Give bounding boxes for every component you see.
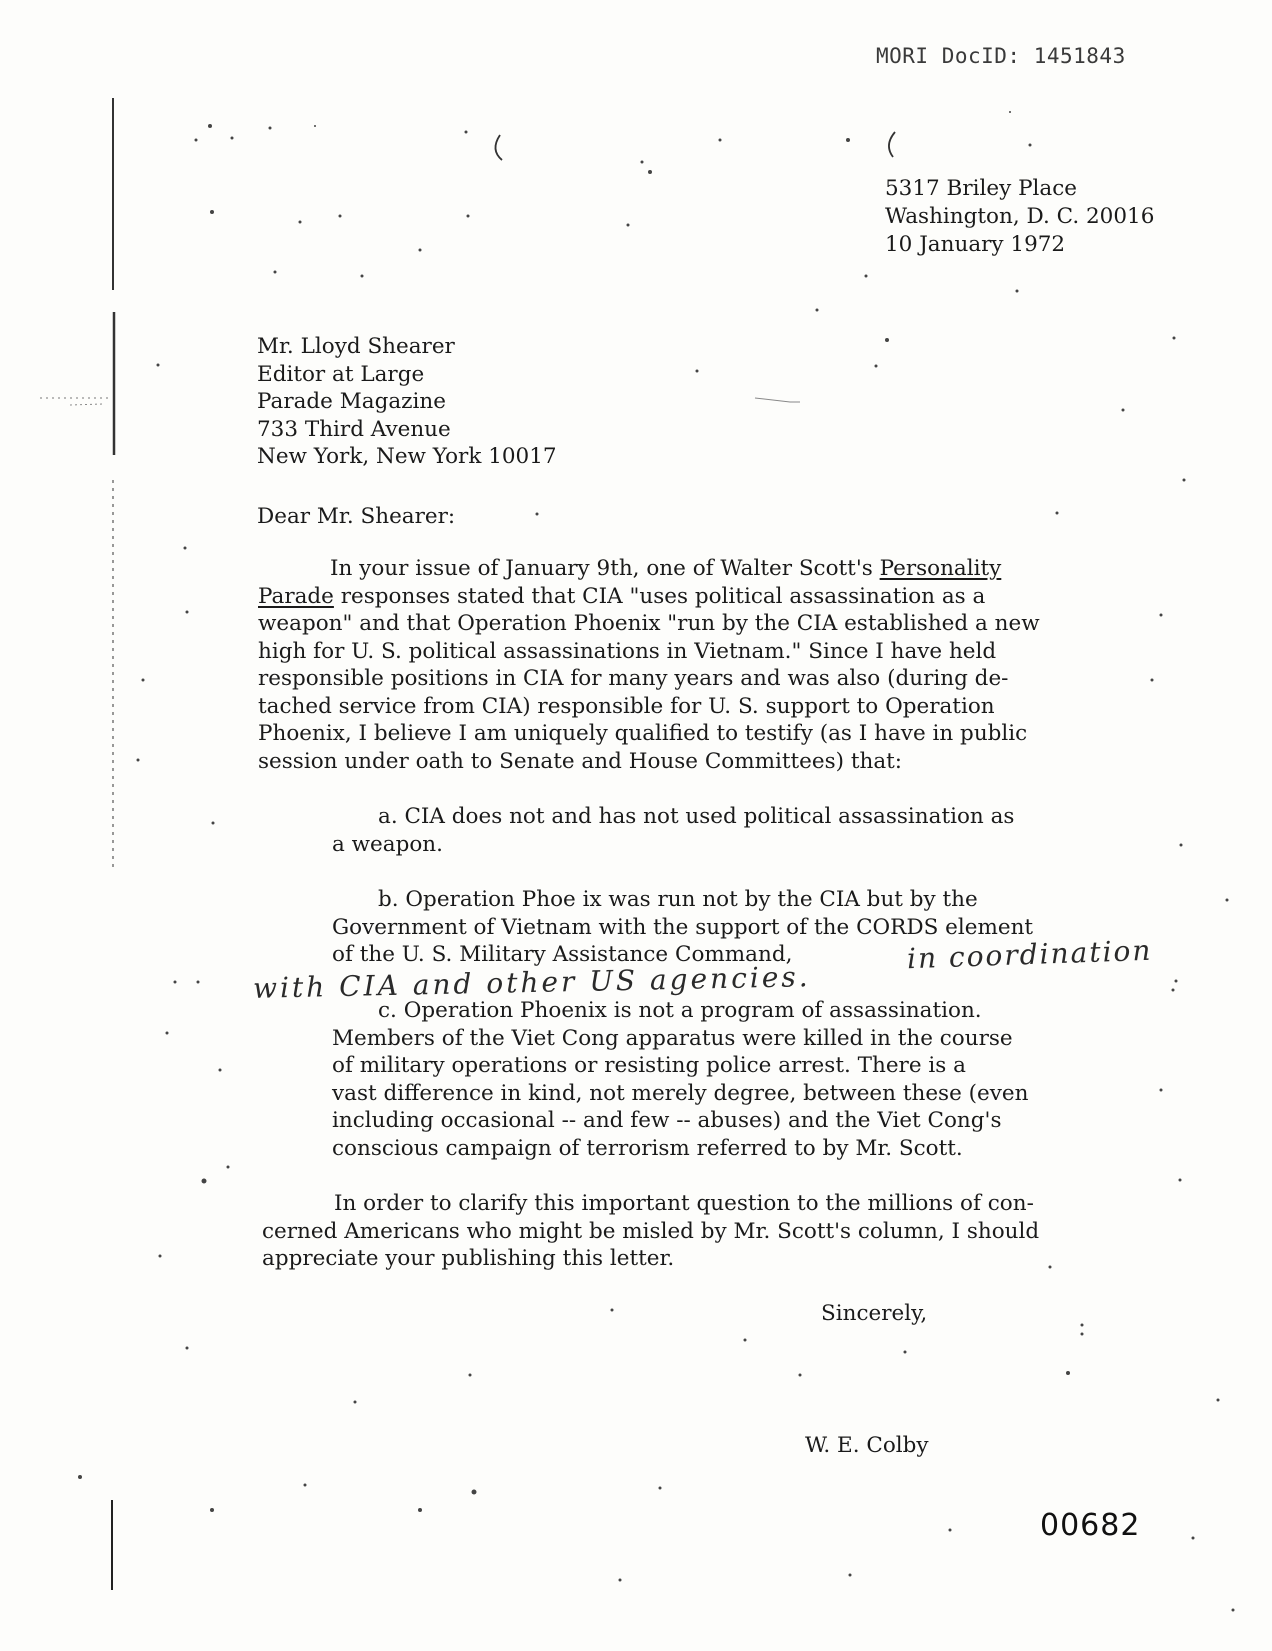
page-number-stamp: 00682 <box>1040 1508 1141 1543</box>
paragraph-line: a weapon. <box>332 831 443 857</box>
paragraph-line <box>258 555 1040 583</box>
point-a <box>332 803 1014 858</box>
point-c <box>332 997 1028 1162</box>
paragraph-line: conscious campaign of terrorism referred to by Mr. Scott. <box>332 1135 963 1161</box>
underlined-title: Parade <box>258 583 334 609</box>
recipient-city: New York, New York 10017 <box>257 444 557 469</box>
salutation: Dear Mr. Shearer: <box>257 504 456 529</box>
handwritten-annotation-1: in coordination <box>906 933 1153 976</box>
letter-date: 10 January 1972 <box>885 232 1066 257</box>
recipient-name: Mr. Lloyd Shearer <box>257 334 455 359</box>
recipient-street: 733 Third Avenue <box>257 416 451 442</box>
signature-block: W. E. Colby <box>805 1433 929 1458</box>
paragraph-closing <box>262 1190 1039 1273</box>
paragraph-line: a. CIA does not and has not used political assassination as <box>378 804 1015 829</box>
document-id: MORI DocID: 1451843 <box>876 44 1126 68</box>
complimentary-close: Sincerely, <box>821 1301 928 1326</box>
recipient-organization: Parade Magazine <box>257 389 446 414</box>
paragraph-line: responsible positions in CIA for many years and was also (during de- <box>258 666 1009 691</box>
paragraph-line: high for U. S. political assassinations in Vietnam." Since I have held <box>258 638 997 664</box>
paragraph-intro <box>258 555 1040 775</box>
paragraph-line: Government of Vietnam with the support of the CORDS element <box>332 914 1034 940</box>
paragraph-line: Phoenix, I believe I am uniquely qualified to testify (as I have in public <box>258 721 1028 746</box>
recipient-title: Editor at Large <box>257 361 425 387</box>
paragraph-line <box>258 583 1040 611</box>
paragraph-line: weapon" and that Operation Phoenix "run by the CIA established a new <box>258 611 1040 636</box>
paragraph-line: of military operations or resisting police arrest. There is a <box>332 1053 966 1078</box>
return-address-city: Washington, D. C. 20016 <box>885 204 1155 229</box>
paragraph-line: b. Operation Phoe ix was run not by the CIA but by the <box>378 887 978 912</box>
paragraph-line: c. Operation Phoenix is not a program of assassination. <box>378 998 982 1023</box>
paragraph-line: In order to clarify this important question to the millions of con- <box>334 1191 1034 1216</box>
return-address-street: 5317 Briley Place <box>885 176 1078 201</box>
recipient-address <box>257 333 557 471</box>
paragraph-line: Members of the Viet Cong apparatus were killed in the course <box>332 1025 1013 1051</box>
text-run: responses stated that CIA "uses political assassination as a <box>333 583 986 609</box>
paragraph-line: appreciate your publishing this letter. <box>262 1246 675 1271</box>
return-address <box>885 175 1154 259</box>
paragraph-line: cerned Americans who might be misled by Mr. Scott's column, I should <box>262 1218 1040 1244</box>
paragraph-line: vast difference in kind, not merely degree, between these (even <box>332 1080 1029 1106</box>
underlined-title: Personality <box>879 556 1002 581</box>
paragraph-line: session under oath to Senate and House Committees) that: <box>258 748 903 774</box>
handwritten-annotation-2: with CIA and other US agencies. <box>252 960 811 1005</box>
paragraph-line: tached service from CIA) responsible for U. S. support to Operation <box>258 693 995 719</box>
paragraph-line: including occasional -- and few -- abuses) and the Viet Cong's <box>332 1108 1002 1133</box>
paragraph-line: of the U. S. Military Assistance Command, <box>332 942 793 967</box>
text-run: In your issue of January 9th, one of Walter Scott's <box>330 556 880 581</box>
